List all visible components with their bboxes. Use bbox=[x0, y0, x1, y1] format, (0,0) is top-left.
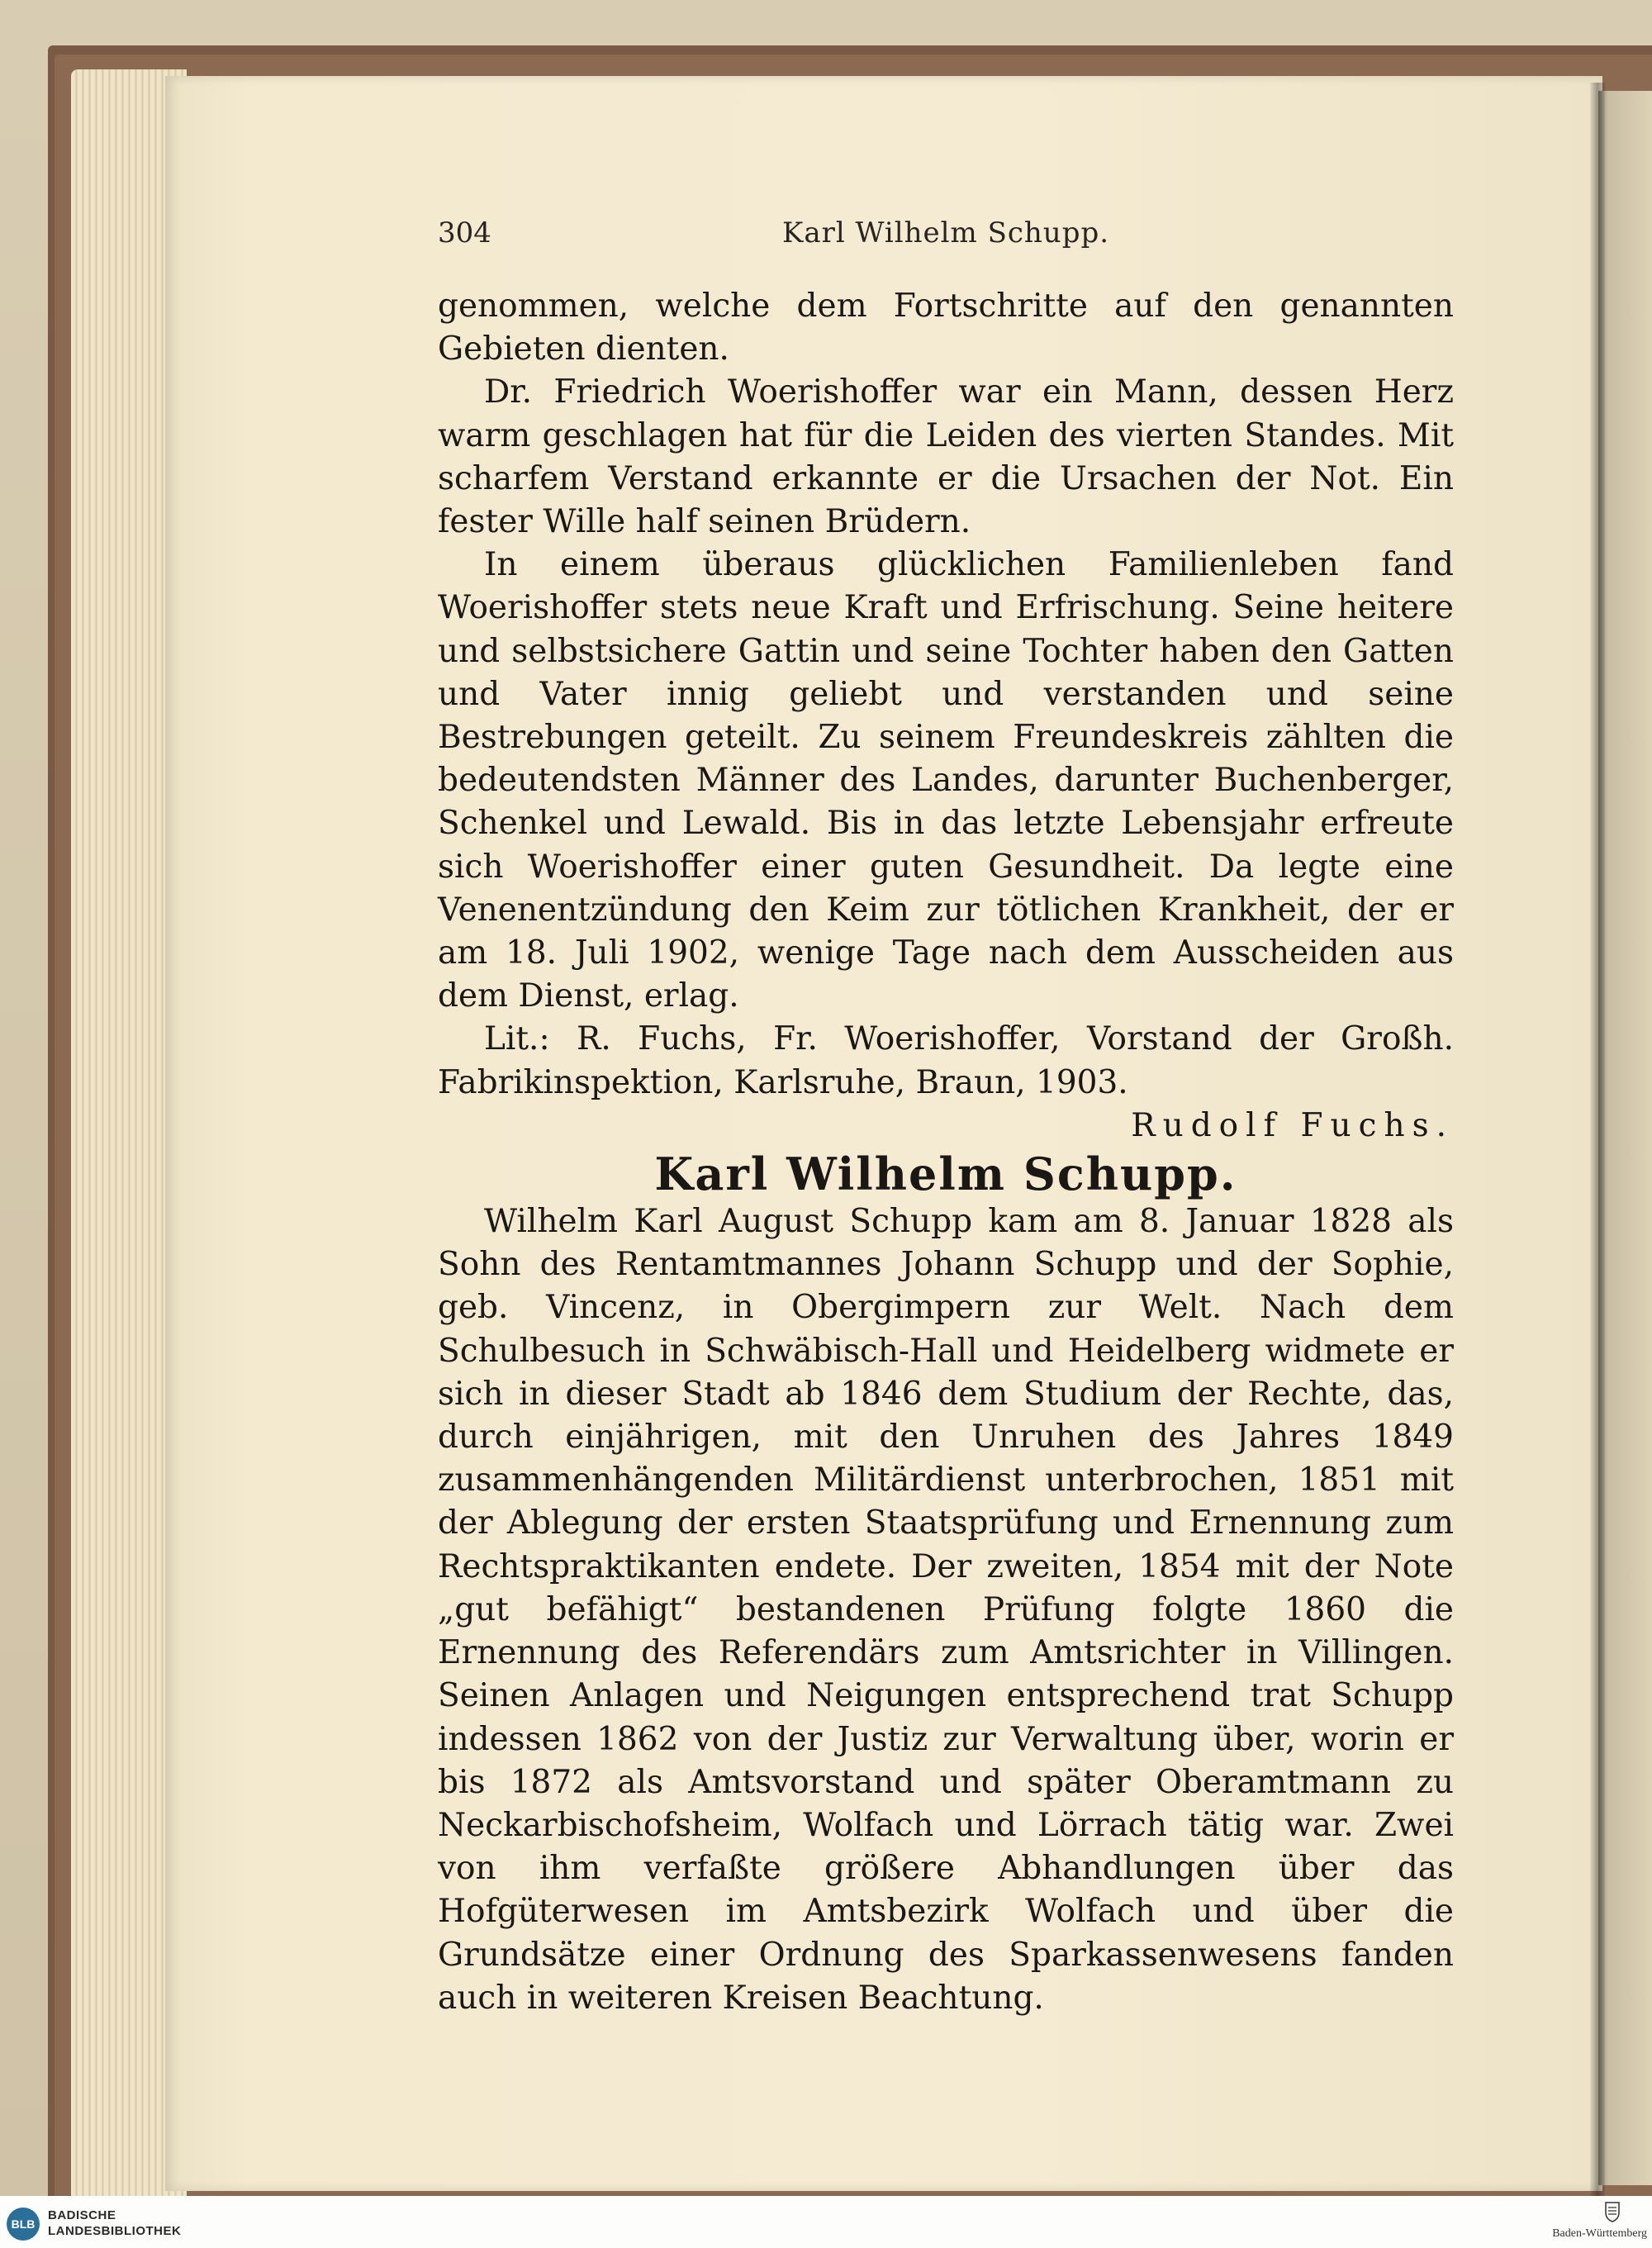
page-number: 304 bbox=[438, 216, 491, 250]
paragraph: Dr. Friedrich Woerishoffer war ein Mann, dessen Herz warm geschlagen hat für die Leiden des vierten Standes. Mit scharfem Verstand erkannte er die Ursachen der Not. Ein fester Wille half seinen Brüdern. bbox=[438, 373, 1454, 541]
page-gutter bbox=[1590, 83, 1605, 2198]
facing-page-edge bbox=[1598, 91, 1652, 2185]
paragraph: Wilhelm Karl August Schupp kam am 8. Januar 1828 als Sohn des Rentamtmannes Johann Schupp und der Sophie, geb. Vincenz, in Obergimpern zur Welt. Nach dem Schulbesuch in Schwäbisch-Hall und Heidelberg widmete er sich in dieser Stadt ab 1846 dem Studium der Rechte, das, durch einjährigen, mit den Unruhen des Jahres 1849 zusammenhängenden Militärdienst unterbrochen, 1851 mit der Ablegung der ersten Staatsprüfung und Ernennung zum Rechtspraktikanten endete. Der zweiten, 1854 mit der Note „gut befähigt“ bestandenen Prüfung folgte 1860 die Ernennung des Referendärs zum Amtsrichter in Villingen. Seinen Anlagen und Neigungen entsprechend trat Schupp indessen 1862 von der Justiz zur Verwaltung über, worin er bis 1872 als Amtsvorstand und später Oberamtmann zu Neckarbischofsheim, Wolfach und Lörrach tätig war. Zwei von ihm verfaßte größere Abhandlungen über das Hofgüterwesen im Amtsbezirk Wolfach und über die Grundsätze einer Ordnung des Sparkassenwesens fanden auch in weiteren Kreisen Beachtung. bbox=[438, 1203, 1454, 2017]
paragraph: genommen, welche dem Fortschritte auf den genannten Gebieten dienten. bbox=[438, 288, 1454, 368]
page-header bbox=[438, 216, 1454, 254]
blb-logo-icon[interactable]: BLB bbox=[7, 2208, 40, 2241]
library-name-line2: LANDESBIBLIOTHEK bbox=[48, 2224, 182, 2238]
author-signature: Rudolf Fuchs. bbox=[1131, 1106, 1454, 1144]
paragraph: In einem überaus glücklichen Familienleben fand Woerishoffer stets neue Kraft und Erfrischung. Seine heitere und selbstsichere Gattin und seine Tochter haben den Gatten und Vater innig geliebt und verstanden und seine Bestrebungen geteilt. Zu seinem Freundeskreis zählten die bedeutendsten Männer des Landes, darunter Buchenberger, Schenkel und Lewald. Bis in das letzte Lebensjahr erfreute sich Woerishoffer einer guten Gesundheit. Da legte eine Venenentzündung den Keim zur tötlichen Krankheit, der er am 18. Juli 1902, wenige Tage nach dem Ausscheiden aus dem Dienst, erlag. bbox=[438, 546, 1454, 1015]
library-name-line1: BADISCHE bbox=[48, 2208, 116, 2222]
crest-icon bbox=[1604, 2201, 1621, 2222]
footer-bar bbox=[0, 2196, 1652, 2248]
literature-reference: Lit.: R. Fuchs, Fr. Woerishoffer, Vorstand der Großh. Fabrikinspektion, Karlsruhe, Braun, 1903. bbox=[438, 1020, 1454, 1101]
partner-label: Baden-Württemberg bbox=[1552, 2227, 1647, 2240]
page-body bbox=[438, 285, 1454, 2020]
library-name[interactable] bbox=[48, 2208, 181, 2239]
running-title: Karl Wilhelm Schupp. bbox=[781, 216, 1110, 250]
article-title: Karl Wilhelm Schupp. bbox=[654, 1148, 1237, 1201]
